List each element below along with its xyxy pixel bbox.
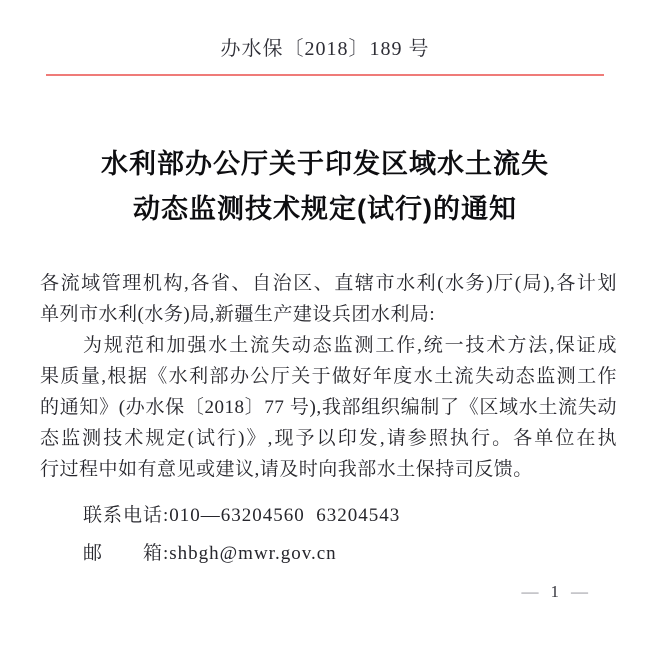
paragraph-line: 行过程中如有意见或建议,请及时向我部水土保持司反馈。 bbox=[40, 459, 533, 480]
page-number-dash-right: — bbox=[571, 582, 588, 601]
paragraph-line: 为规范和加强水土流失动态监测工作,统一技术方法,保证成 bbox=[83, 335, 617, 356]
contact-email: 邮 箱:shbgh@mwr.gov.cn bbox=[83, 543, 337, 564]
page-number bbox=[522, 582, 589, 602]
recipients-line: 单列市水利(水务)局,新疆生产建设兵团水利局: bbox=[40, 304, 436, 325]
paragraph-line: 果质量,根据《水利部办公厅关于做好年度水土流失动态监测工作 bbox=[40, 366, 617, 387]
recipients-line: 各流域管理机构,各省、自治区、直辖市水利(水务)厅(局),各计划 bbox=[40, 273, 617, 294]
document-title bbox=[0, 142, 650, 232]
page-number-dash-left: — bbox=[521, 582, 539, 601]
page-number-value: 1 bbox=[550, 582, 559, 601]
title-line-2: 动态监测技术规定(试行)的通知 bbox=[133, 194, 517, 224]
red-separator-line bbox=[46, 74, 604, 76]
paragraph-line: 态监测技术规定(试行)》,现予以印发,请参照执行。各单位在执 bbox=[40, 428, 617, 449]
contact-phone: 联系电话:010—63204560 63204543 bbox=[83, 505, 401, 526]
title-line-1: 水利部办公厅关于印发区域水土流失 bbox=[101, 149, 549, 179]
doc-number: 办水保〔2018〕189 号 bbox=[220, 38, 430, 60]
document-body bbox=[40, 268, 617, 573]
paragraph-line: 的通知》(办水保〔2018〕77 号),我部组织编制了《区域水土流失动 bbox=[40, 397, 617, 418]
contact-info bbox=[40, 497, 617, 573]
